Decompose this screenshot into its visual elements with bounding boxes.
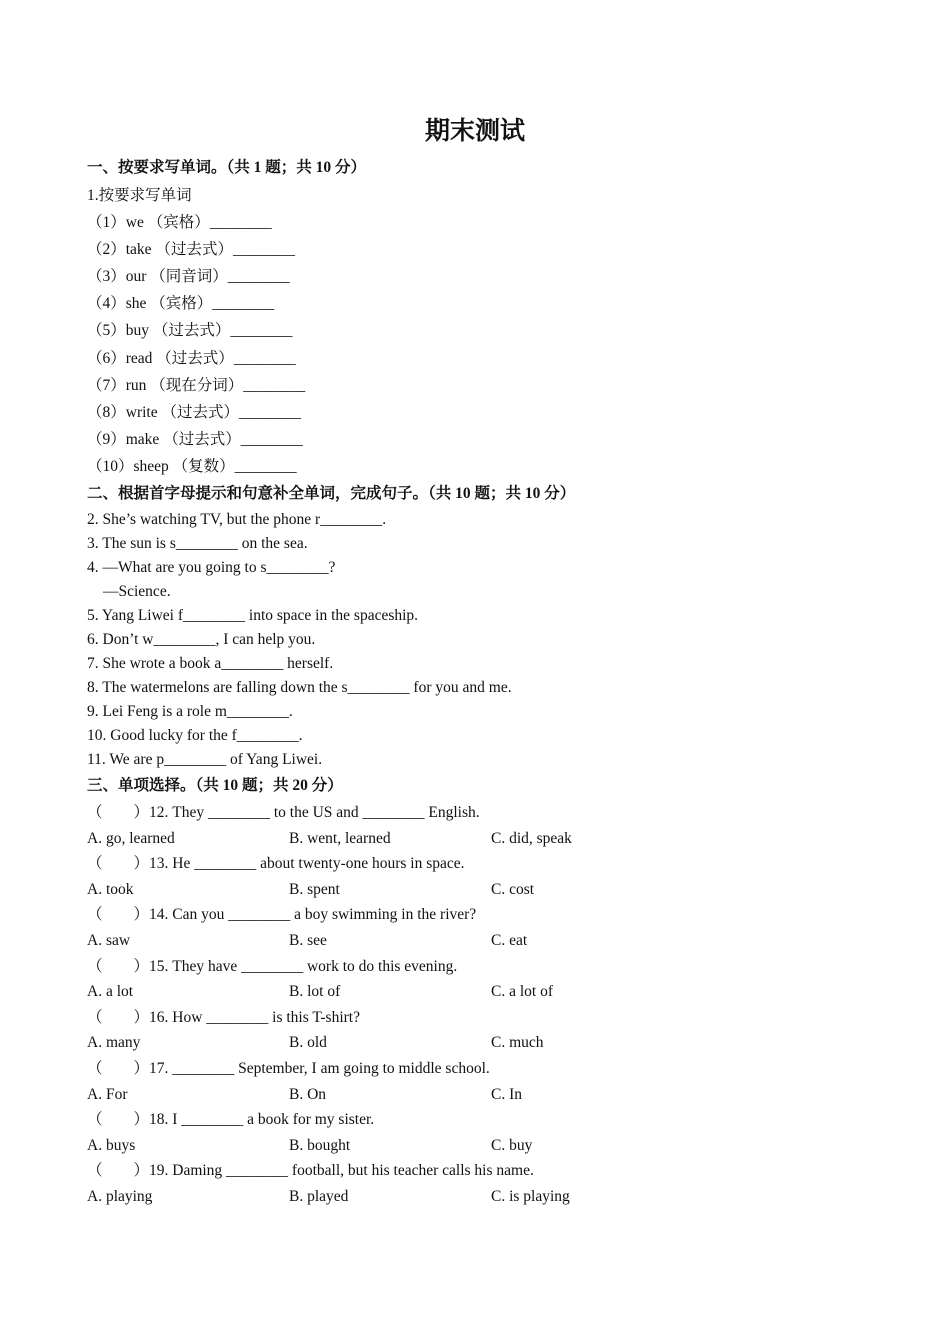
word-item: （2）take （过去式）________ [87,241,295,259]
answer-options [87,1133,887,1159]
word-item: （4）she （宾格）________ [87,295,275,313]
option-b: B. played [289,1187,349,1205]
sentence-item: 3. The sun is s________ on the sea. [87,535,308,553]
section1-intro: 1.按要求写单词 [87,187,192,204]
sentence-item: 5. Yang Liwei f________ into space in the spaceship. [87,607,419,625]
word-item: （3）our （同音词）________ [87,268,290,286]
option-b: B. bought [289,1136,351,1154]
question-stem: （ ）15. They have ________ work to do this evening. [87,957,458,975]
question-stem: （ ）12. They ________ to the US and ________ English. [87,804,480,822]
sentence-item: 2. She’s watching TV, but the phone r________. [87,511,387,529]
sentence-item: 4. —What are you going to s________? [87,559,336,577]
question-stem: （ ）19. Daming ________ football, but his teacher calls his name. [87,1162,534,1180]
question-stem: （ ）13. He ________ about twenty-one hours in space. [87,855,465,873]
question-stem: （ ）14. Can you ________ a boy swimming in the river? [87,906,477,924]
word-item: （5）buy （过去式）________ [87,322,293,340]
option-c: C. much [491,1034,544,1052]
word-item: （7）run （现在分词）________ [87,376,306,394]
answer-options [87,1184,887,1210]
option-c: C. buy [491,1136,533,1154]
word-item: （10）sheep （复数）________ [87,457,297,475]
option-c: C. a lot of [491,983,553,1001]
option-c: C. In [491,1085,522,1103]
sentence-item: 10. Good lucky for the f________. [87,727,303,745]
sentence-item: 9. Lei Feng is a role m________. [87,703,293,721]
section3-heading: 三、单项选择。（共 10 题；共 20 分） [87,777,343,795]
word-item: （6）read （过去式）________ [87,349,296,367]
question-stem: （ ）18. I ________ a book for my sister. [87,1111,375,1129]
option-c: C. did, speak [491,829,572,847]
option-a: A. many [87,1034,141,1052]
word-item: （1）we （宾格）________ [87,214,272,232]
option-b: B. spent [289,880,340,898]
option-b: B. went, learned [289,829,391,847]
answer-options [87,1082,887,1108]
section2-heading: 二、根据首字母提示和句意补全单词，完成句子。（共 10 题；共 10 分） [87,485,576,503]
page-title: 期末测试 [424,118,525,145]
word-item: （8）write （过去式）________ [87,403,301,421]
option-c: C. eat [491,932,528,949]
sentence-item: 11. We are p________ of Yang Liwei. [87,751,323,769]
answer-options [87,1030,887,1056]
option-a: A. For [87,1085,128,1103]
answer-options [87,928,887,954]
answer-options [87,826,887,852]
answer-options [87,877,887,903]
word-item: （9）make （过去式）________ [87,430,303,448]
option-a: A. a lot [87,983,134,1001]
sentence-item: 7. She wrote a book a________ herself. [87,655,334,673]
question-stem: （ ）17. ________ September, I am going to middle school. [87,1059,490,1077]
option-a: A. go, learned [87,829,175,847]
option-a: A. saw [87,932,131,949]
option-b: B. lot of [289,983,341,1001]
answer-options [87,979,887,1005]
sentence-item: 8. The watermelons are falling down the s________ for you and me. [87,679,512,697]
option-b: B. see [289,932,327,949]
sentence-item: 6. Don’t w________, I can help you. [87,631,316,649]
option-c: C. cost [491,880,535,898]
option-a: A. playing [87,1187,153,1205]
option-b: B. On [289,1085,327,1103]
option-c: C. is playing [491,1187,570,1205]
section1-heading: 一、按要求写单词。（共 1 题；共 10 分） [87,159,367,176]
sentence-answer: —Science. [103,583,171,601]
question-stem: （ ）16. How ________ is this T-shirt? [87,1008,360,1026]
option-a: A. took [87,880,134,898]
exam-content [87,154,887,1210]
option-b: B. old [289,1034,327,1052]
option-a: A. buys [87,1136,136,1154]
